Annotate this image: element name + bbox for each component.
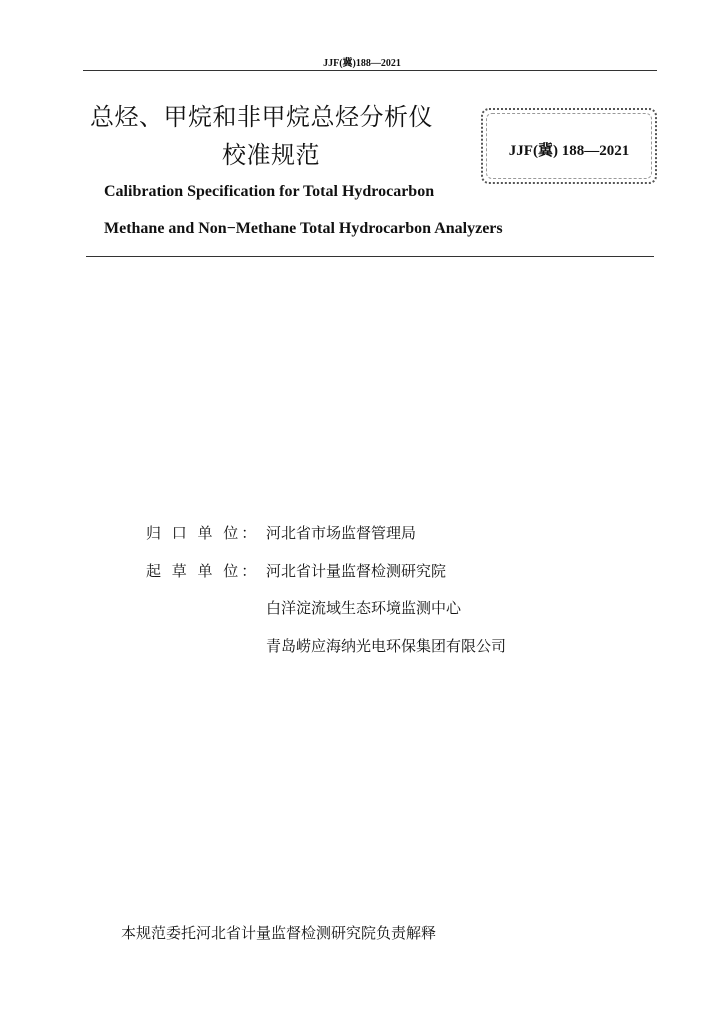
- responsible-unit-label-text: 归 口 单 位：: [146, 524, 260, 542]
- document-title-line-1: 总烃、甲烷和非甲烷总烃分析仪: [90, 103, 433, 131]
- drafting-unit-value-3: 青岛崂应海纳光电环保集团有限公司: [266, 637, 507, 655]
- document-code: JJF(冀) 188—2021: [508, 143, 630, 159]
- running-header: JJF(冀)188—2021: [323, 58, 401, 69]
- drafting-unit-value-1: 河北省计量监督检测研究院: [266, 562, 447, 580]
- document-title-line-2: 校准规范: [222, 141, 320, 169]
- drafting-unit-label: [146, 560, 266, 582]
- header-rule: [83, 70, 657, 71]
- responsible-unit-label: [146, 522, 266, 544]
- responsible-unit-value: 河北省市场监督管理局: [266, 524, 417, 542]
- interpretation-note: 本规范委托河北省计量监督检测研究院负责解释: [121, 924, 437, 942]
- english-title-line-2: Methane and Non−Methane Total Hydrocarbon Analyzers: [104, 220, 503, 237]
- drafting-unit-label-text: 起 草 单 位：: [146, 562, 260, 580]
- english-title-line-1: Calibration Specification for Total Hydrocarbon: [104, 183, 435, 200]
- title-divider-rule: [86, 256, 654, 257]
- drafting-unit-value-2: 白洋淀流域生态环境监测中心: [266, 599, 462, 617]
